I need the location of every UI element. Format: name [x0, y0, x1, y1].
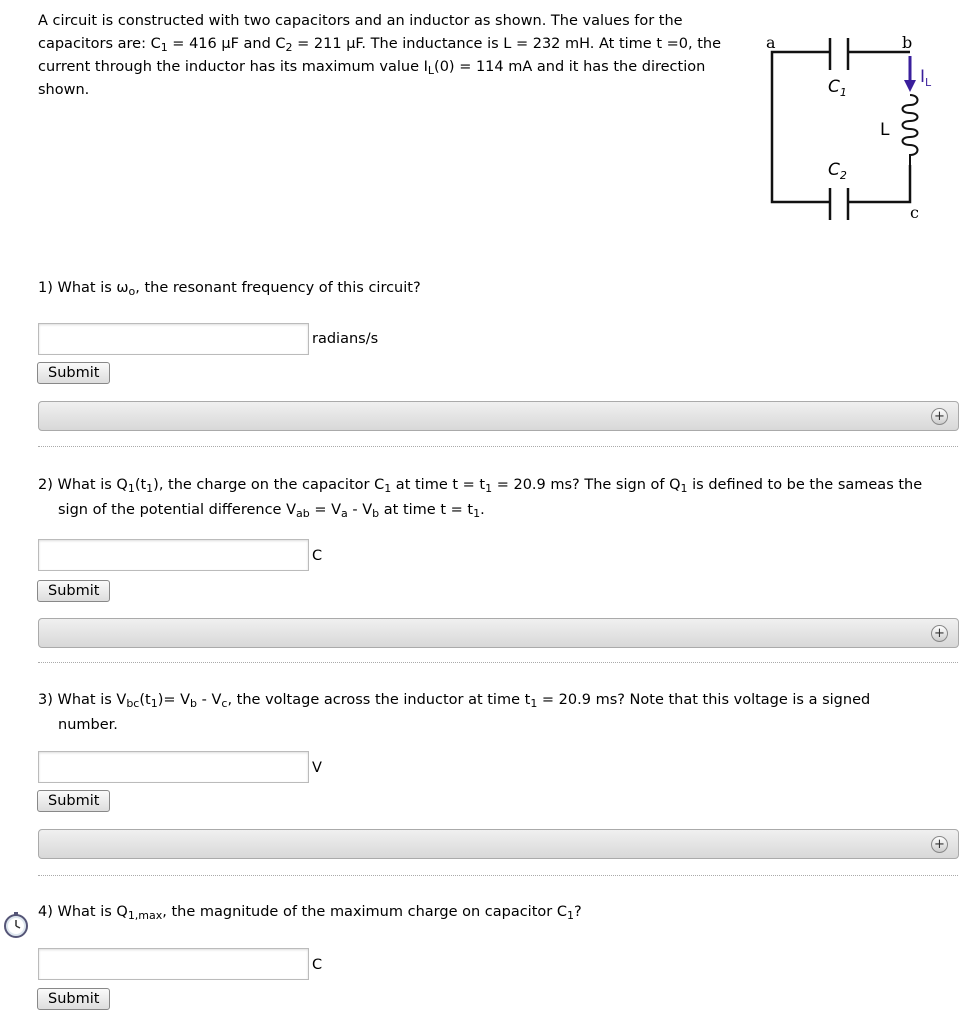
text: .	[480, 502, 485, 518]
expand-plus-icon[interactable]: +	[931, 408, 948, 425]
answer-2-input[interactable]	[38, 539, 309, 571]
c1-label: $C_1$	[828, 77, 847, 99]
node-c-label: c	[910, 203, 919, 222]
unit-label: V	[312, 760, 322, 776]
expand-plus-icon[interactable]: +	[931, 836, 948, 853]
text: - V	[347, 502, 373, 518]
text: at time t = t	[391, 477, 486, 493]
text: = 416 μF and C	[167, 36, 286, 52]
question-3	[38, 688, 958, 738]
text: 2) What is Q	[38, 477, 128, 493]
unit-label: C	[312, 957, 323, 973]
text: is defined to be the sameas the	[687, 477, 923, 493]
submit-button-4[interactable]: Submit	[37, 988, 110, 1010]
sub: 1	[384, 482, 392, 495]
unit-label: C	[312, 548, 323, 564]
answer-1-input[interactable]	[38, 323, 309, 355]
text: = 20.9 ms? Note that this voltage is a signed	[537, 692, 871, 708]
sub: 1	[473, 507, 481, 520]
hint-bar-3[interactable]	[38, 829, 959, 859]
text: = 20.9 ms? The sign of Q	[492, 477, 681, 493]
text: number.	[58, 717, 118, 733]
submit-button-3[interactable]: Submit	[37, 790, 110, 812]
text: 1) What is ω	[38, 280, 129, 296]
answer-4-input[interactable]	[38, 948, 309, 980]
sub: 2	[285, 41, 293, 54]
text: at time t = t	[379, 502, 474, 518]
question-2	[38, 473, 958, 523]
sub: b	[190, 697, 198, 710]
text: (t	[134, 477, 147, 493]
text: (0) = 114 mA and it has the direction shown.	[38, 59, 706, 98]
submit-button-1[interactable]: Submit	[37, 362, 110, 384]
inductor-label: L	[880, 120, 890, 140]
hint-bar-1[interactable]	[38, 401, 959, 431]
text: = V	[309, 502, 342, 518]
sub: L	[427, 64, 435, 77]
sub: ab	[296, 507, 310, 520]
text: 3) What is V	[38, 692, 127, 708]
text: ), the charge on the capacitor C	[153, 477, 385, 493]
sub: c	[221, 697, 228, 710]
sub: o	[128, 285, 136, 298]
question-1	[38, 276, 958, 301]
c2-label: $C_2$	[828, 160, 847, 182]
text: sign of the potential difference V	[58, 502, 297, 518]
text: 4) What is Q	[38, 904, 128, 920]
submit-button-2[interactable]: Submit	[37, 580, 110, 602]
text: - V	[197, 692, 222, 708]
node-a-label: a	[766, 33, 776, 52]
sub: 1	[680, 482, 688, 495]
hint-bar-2[interactable]	[38, 618, 959, 648]
sub: b	[372, 507, 380, 520]
sub: 1	[485, 482, 493, 495]
circuit-diagram	[760, 20, 960, 240]
text: = 211 μF. The inductance is L = 232 mH. At time t =0, the current through the inductor has its maximum value I	[38, 36, 722, 75]
question-4	[38, 900, 958, 925]
divider	[38, 875, 958, 876]
sub: bc	[126, 697, 140, 710]
sub: 1	[127, 482, 135, 495]
text: )= V	[157, 692, 191, 708]
problem-statement	[38, 10, 758, 102]
sub: 1,max	[127, 909, 163, 922]
current-arrow-head	[904, 80, 916, 92]
node-b-label: b	[902, 33, 913, 52]
text: , the magnitude of the maximum charge on capacitor C	[162, 904, 567, 920]
divider	[38, 662, 958, 663]
expand-plus-icon[interactable]: +	[931, 625, 948, 642]
answer-3-input[interactable]	[38, 751, 309, 783]
text: (t	[139, 692, 151, 708]
divider	[38, 446, 958, 447]
current-label: $I_L$	[920, 67, 932, 89]
sub: a	[341, 507, 348, 520]
sub: 1	[530, 697, 538, 710]
sub: 1	[150, 697, 158, 710]
sub: 1	[566, 909, 574, 922]
sub: 1	[160, 41, 168, 54]
text: A circuit is constructed with two capacitors and an inductor as shown. The values for the capacitors are: C	[38, 13, 683, 52]
timer-clock-icon	[3, 912, 29, 938]
text: , the voltage across the inductor at time t	[227, 692, 531, 708]
unit-label: radians/s	[312, 331, 379, 347]
text: ?	[573, 904, 582, 920]
sub: 1	[146, 482, 154, 495]
text: , the resonant frequency of this circuit?	[135, 280, 421, 296]
